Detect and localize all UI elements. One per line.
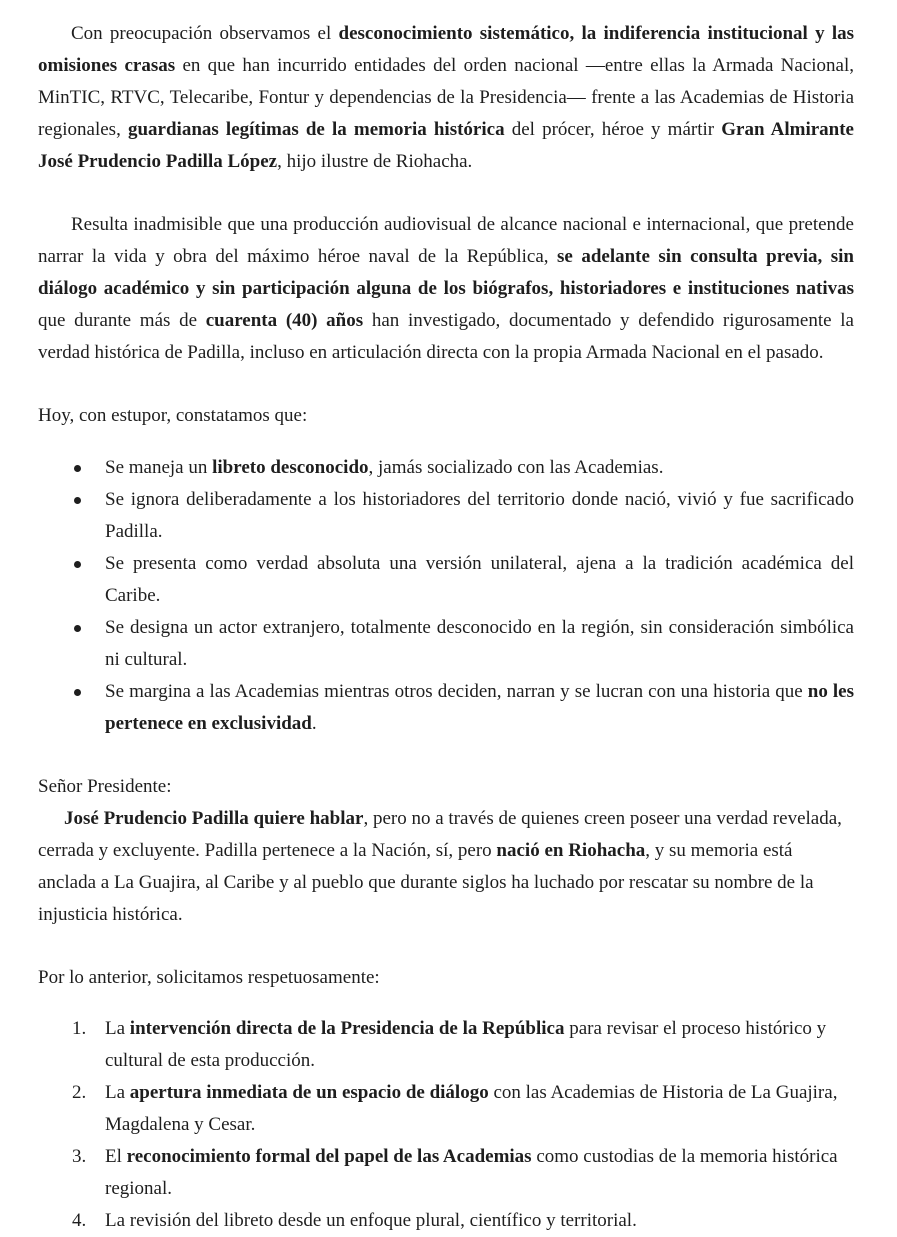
paragraph-requests-intro: Por lo anterior, solicitamos respetuosamente: bbox=[38, 967, 380, 988]
paragraph-inadmissible bbox=[38, 209, 854, 369]
text-run: La revisión del libreto desde un enfoque plural, científico y territorial. bbox=[105, 1210, 637, 1231]
text-run: para revisar el proceso histórico y cultural de esta producción. bbox=[105, 1018, 827, 1071]
bullet-icon bbox=[74, 465, 81, 472]
bold-text: libreto desconocido bbox=[212, 457, 369, 478]
list-item bbox=[105, 548, 854, 612]
bullet-icon bbox=[74, 561, 81, 568]
text-run: Resulta inadmisible que una producción audiovisual de alcance nacional e internacional, que pretende narrar la vida y obra del máximo héroe naval de la República, bbox=[38, 214, 854, 267]
text-run: han investigado, documentado y defendido rigurosamente la verdad histórica de Padilla, incluso en articulación directa con la propia Armada Nacional en el pasado. bbox=[38, 310, 854, 363]
list-item bbox=[72, 1077, 854, 1141]
bold-text: no les pertenece en exclusividad bbox=[105, 681, 854, 734]
text-run: Se margina a las Academias mientras otros deciden, narran y se lucran con una historia que bbox=[105, 681, 808, 702]
bullet-icon bbox=[74, 497, 81, 504]
bold-text: desconocimiento sistemático, la indiferencia institucional y las omisiones crasas bbox=[38, 23, 854, 76]
text-run: El bbox=[105, 1146, 127, 1167]
bold-text: se adelante sin consulta previa, sin diálogo académico y sin participación alguna de los biógrafos, historiadores e instituciones nativas bbox=[38, 246, 854, 299]
text-run: con las Academias de Historia de La Guajira, Magdalena y Cesar. bbox=[105, 1082, 838, 1135]
list-item bbox=[105, 612, 854, 676]
text-run: Se presenta como verdad absoluta una versión unilateral, ajena a la tradición académica del Caribe. bbox=[105, 553, 854, 606]
list-item bbox=[105, 676, 854, 740]
bullet-icon bbox=[74, 625, 81, 632]
text-run: Con preocupación observamos el bbox=[71, 23, 339, 44]
list-item bbox=[105, 484, 854, 548]
text-run: , jamás socializado con las Academias. bbox=[368, 457, 664, 478]
salutation: Señor Presidente: bbox=[38, 776, 172, 797]
text-run: La bbox=[105, 1018, 130, 1039]
bold-text: apertura inmediata de un espacio de diálogo bbox=[129, 1082, 489, 1103]
bold-text: José Prudencio Padilla quiere hablar bbox=[64, 808, 364, 829]
bullet-icon bbox=[74, 689, 81, 696]
text-run: La bbox=[105, 1082, 130, 1103]
text-run: en que han incurrido entidades del orden nacional —entre ellas la Armada Nacional, MinTIC, RTVC, Telecaribe, Fontur y dependencias de la Presidencia— frente a las Academias de Historia regionales, bbox=[38, 55, 855, 140]
paragraph-padilla bbox=[38, 803, 854, 931]
list-item bbox=[72, 1013, 854, 1077]
bold-text: guardianas legítimas de la memoria histórica bbox=[127, 119, 505, 140]
text-run: . bbox=[311, 713, 317, 734]
bold-text: intervención directa de la Presidencia de la República bbox=[129, 1018, 565, 1039]
list-item bbox=[105, 452, 854, 484]
bold-text: nació en Riohacha bbox=[496, 840, 646, 861]
paragraph-concern bbox=[38, 0, 854, 178]
text-run: que durante más de bbox=[38, 310, 206, 331]
requests-list bbox=[38, 1013, 854, 1237]
text-run: , y su memoria está anclada a La Guajira, al Caribe y al pueblo que durante siglos ha luchado por rescatar su nombre de la injusticia histórica. bbox=[38, 840, 814, 925]
list-number: 2. bbox=[72, 1082, 87, 1103]
list-number: 3. bbox=[72, 1146, 87, 1167]
text-run: , pero no a través de quienes creen poseer una verdad revelada, cerrada y excluyente. Padilla pertenece a la Nación, sí, pero bbox=[38, 808, 842, 861]
text-run: Se maneja un bbox=[105, 457, 213, 478]
text-run: del prócer, héroe y mártir bbox=[504, 119, 722, 140]
list-number: 1. bbox=[72, 1018, 87, 1039]
list-item bbox=[72, 1141, 854, 1205]
text-run: Se ignora deliberadamente a los historiadores del territorio donde nació, vivió y fue sacrificado Padilla. bbox=[105, 489, 854, 542]
bold-text: Gran Almirante José Prudencio Padilla López bbox=[38, 119, 854, 172]
text-run: Se designa un actor extranjero, totalmente desconocido en la región, sin consideración simbólica ni cultural. bbox=[105, 617, 854, 670]
findings-list bbox=[38, 452, 854, 740]
list-item bbox=[72, 1205, 854, 1237]
text-run: como custodias de la memoria histórica regional. bbox=[105, 1146, 838, 1199]
text-run: , hijo ilustre de Riohacha. bbox=[277, 151, 473, 172]
bold-text: cuarenta (40) años bbox=[205, 310, 364, 331]
bold-text: reconocimiento formal del papel de las Academias bbox=[126, 1146, 532, 1167]
paragraph-intro-list: Hoy, con estupor, constatamos que: bbox=[38, 405, 308, 426]
list-number: 4. bbox=[72, 1210, 87, 1231]
